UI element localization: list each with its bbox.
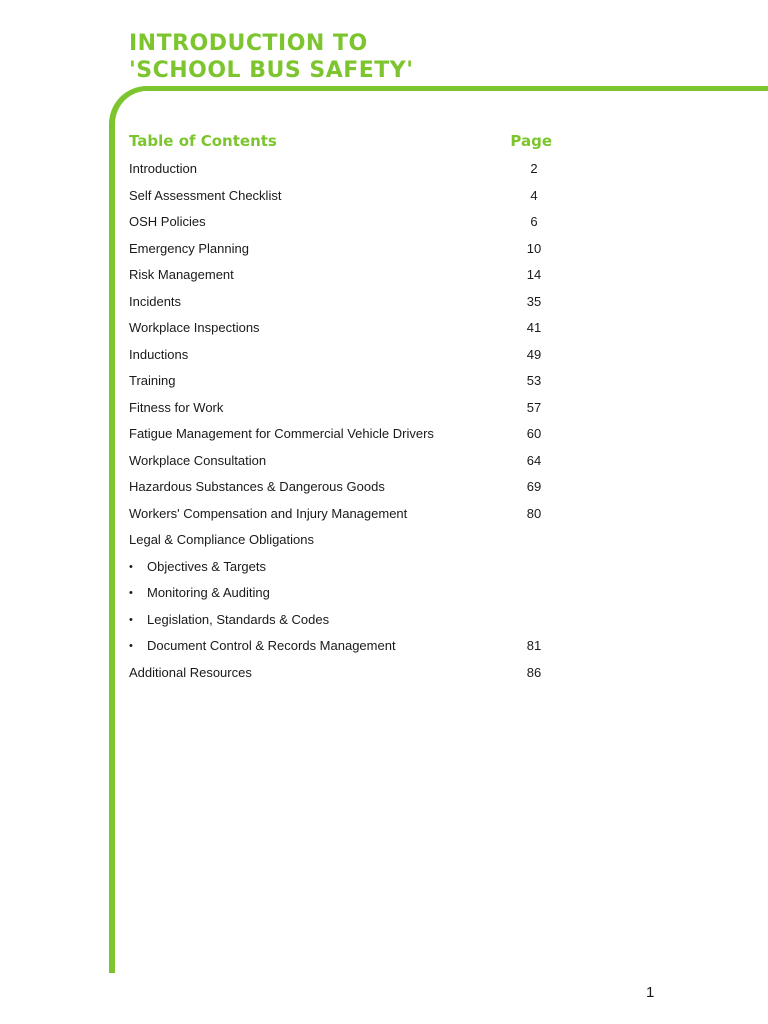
toc-header <box>129 132 554 152</box>
document-title <box>129 30 413 84</box>
toc-entry-page: 53 <box>526 373 542 388</box>
toc-page-heading: Page <box>510 132 552 150</box>
toc-entry-label: Legal & Compliance Obligations <box>129 532 314 547</box>
toc-entry-page: 81 <box>526 638 542 653</box>
toc-entry-label: Introduction <box>129 161 197 176</box>
toc-entry[interactable] <box>129 183 559 210</box>
toc-entry[interactable] <box>129 607 559 634</box>
toc-entry-page: 10 <box>526 240 542 256</box>
toc-entry-label: Workers' Compensation and Injury Management <box>129 505 408 521</box>
title-line-1: INTRODUCTION TO <box>129 31 368 56</box>
toc-entry[interactable] <box>129 580 559 607</box>
toc-entry-label: Workplace Consultation <box>129 452 267 468</box>
toc-entry[interactable] <box>129 368 559 395</box>
bullet-icon: • <box>129 640 133 652</box>
toc-entry[interactable] <box>129 236 559 263</box>
toc-entry-label: Risk Management <box>129 267 234 282</box>
bullet-icon: • <box>129 613 133 626</box>
toc-entry-page: 14 <box>526 267 542 282</box>
toc-entry-page: 69 <box>526 479 542 494</box>
toc-entry-page: 80 <box>526 505 542 521</box>
page-number: 1 <box>646 984 655 1001</box>
toc-entry-label: Hazardous Substances & Dangerous Goods <box>129 479 385 494</box>
toc-entry-label: OSH Policies <box>129 214 206 229</box>
toc-entry-label: Fitness for Work <box>129 399 224 415</box>
toc-entry-page: 49 <box>526 346 542 362</box>
toc-entry-label: Workplace Inspections <box>129 320 260 335</box>
toc-entry[interactable] <box>129 395 559 422</box>
toc-entry[interactable] <box>129 209 559 236</box>
toc-entry[interactable] <box>129 633 559 660</box>
toc-entry-label: Legislation, Standards & Codes <box>147 611 330 627</box>
toc-entry[interactable] <box>129 289 559 316</box>
toc-entry[interactable] <box>129 262 559 289</box>
toc-entry[interactable] <box>129 156 559 183</box>
toc-entry[interactable] <box>129 527 559 554</box>
toc-entry-label: Emergency Planning <box>129 240 249 256</box>
toc-entry-label: Additional Resources <box>129 664 252 680</box>
toc-entry-label: Fatigue Management for Commercial Vehicle Drivers <box>129 426 434 441</box>
toc-entry[interactable] <box>129 554 559 581</box>
bullet-icon: • <box>129 560 133 573</box>
toc-entry-page: 41 <box>526 320 542 335</box>
table-of-contents <box>129 156 559 686</box>
toc-entry[interactable] <box>129 474 559 501</box>
toc-entry-label: Monitoring & Auditing <box>147 585 270 600</box>
toc-entry[interactable] <box>129 660 559 687</box>
toc-entry-label: Self Assessment Checklist <box>129 187 282 203</box>
toc-entry-page: 60 <box>526 426 542 441</box>
toc-entry-label: Inductions <box>129 346 189 362</box>
toc-entry-page: 2 <box>530 161 538 176</box>
toc-entry-label: Document Control & Records Management <box>147 638 396 653</box>
toc-entry-page: 35 <box>526 293 542 309</box>
toc-entry-page: 57 <box>526 399 542 415</box>
toc-entry-label: Incidents <box>129 293 182 309</box>
toc-heading: Table of Contents <box>129 132 277 150</box>
toc-entry[interactable] <box>129 448 559 475</box>
toc-entry[interactable] <box>129 315 559 342</box>
title-line-2: 'SCHOOL BUS SAFETY' <box>129 58 414 83</box>
toc-entry-page: 6 <box>530 214 538 229</box>
toc-entry[interactable] <box>129 501 559 528</box>
toc-entry[interactable] <box>129 421 559 448</box>
bullet-icon: • <box>129 587 133 599</box>
toc-entry-page: 4 <box>530 187 538 203</box>
toc-entry-label: Objectives & Targets <box>147 558 266 574</box>
toc-entry-page: 64 <box>526 452 542 468</box>
toc-entry-label: Training <box>129 373 176 388</box>
toc-entry-page: 86 <box>526 664 542 680</box>
toc-entry[interactable] <box>129 342 559 369</box>
